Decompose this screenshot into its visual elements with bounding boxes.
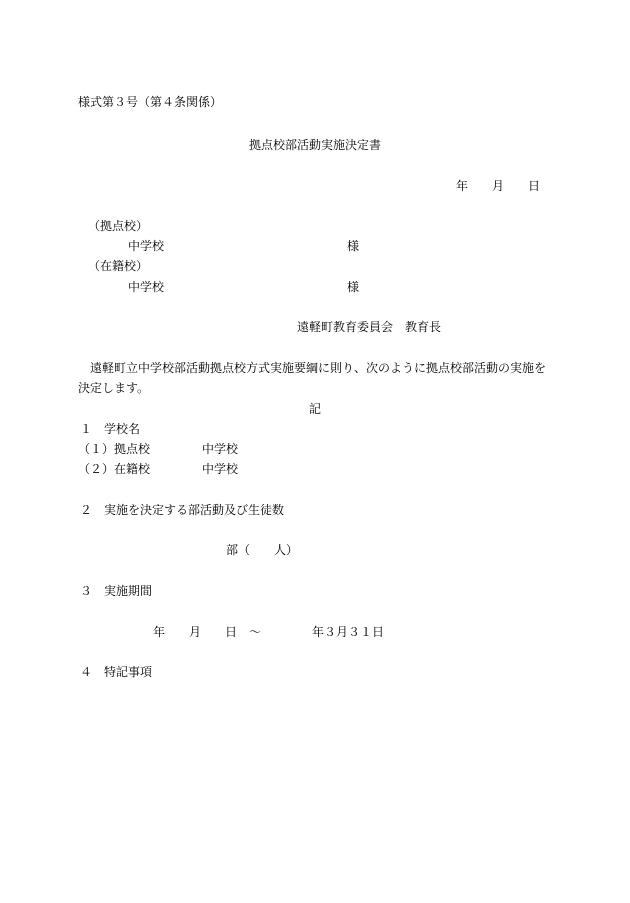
addressee-school-enrolled: 中学校: [128, 280, 165, 294]
row-enrolled-school-label: （２）在籍校: [78, 462, 151, 476]
section-4-heading: ４ 特記事項: [80, 665, 153, 679]
issuer: 遠軽町教育委員会 教育長: [297, 320, 442, 334]
addressee-honorific-enrolled: 様: [347, 280, 360, 294]
form-number: 様式第３号（第４条関係）: [78, 95, 223, 109]
addressee-honorific-base: 様: [347, 239, 360, 253]
row-enrolled-school-value: 中学校: [202, 462, 239, 476]
period-start: 年 月 日 ～: [153, 625, 262, 639]
addressee-label-base-school: （拠点校）: [88, 219, 149, 233]
body-line-1: 遠軽町立中学校部活動拠点校方式実施要綱に則り、次のように拠点校部活動の実施を: [90, 361, 547, 375]
ki-heading: 記: [309, 402, 322, 416]
row-base-school-value: 中学校: [202, 442, 239, 456]
section-2-heading: ２ 実施を決定する部活動及び生徒数: [80, 503, 285, 517]
section-2-value: 部（ 人）: [226, 543, 299, 557]
document-title: 拠点校部活動実施決定書: [248, 138, 381, 152]
section-1-heading: １ 学校名: [80, 422, 141, 436]
row-base-school-label: （１）拠点校: [78, 442, 151, 456]
addressee-school-base: 中学校: [128, 239, 165, 253]
body-line-2: 決定します。: [78, 381, 150, 395]
section-3-heading: ３ 実施期間: [80, 584, 153, 598]
date-line: 年 月 日: [455, 179, 540, 193]
period-end: 年３月３１日: [312, 625, 385, 639]
addressee-label-enrolled-school: （在籍校）: [88, 259, 149, 273]
